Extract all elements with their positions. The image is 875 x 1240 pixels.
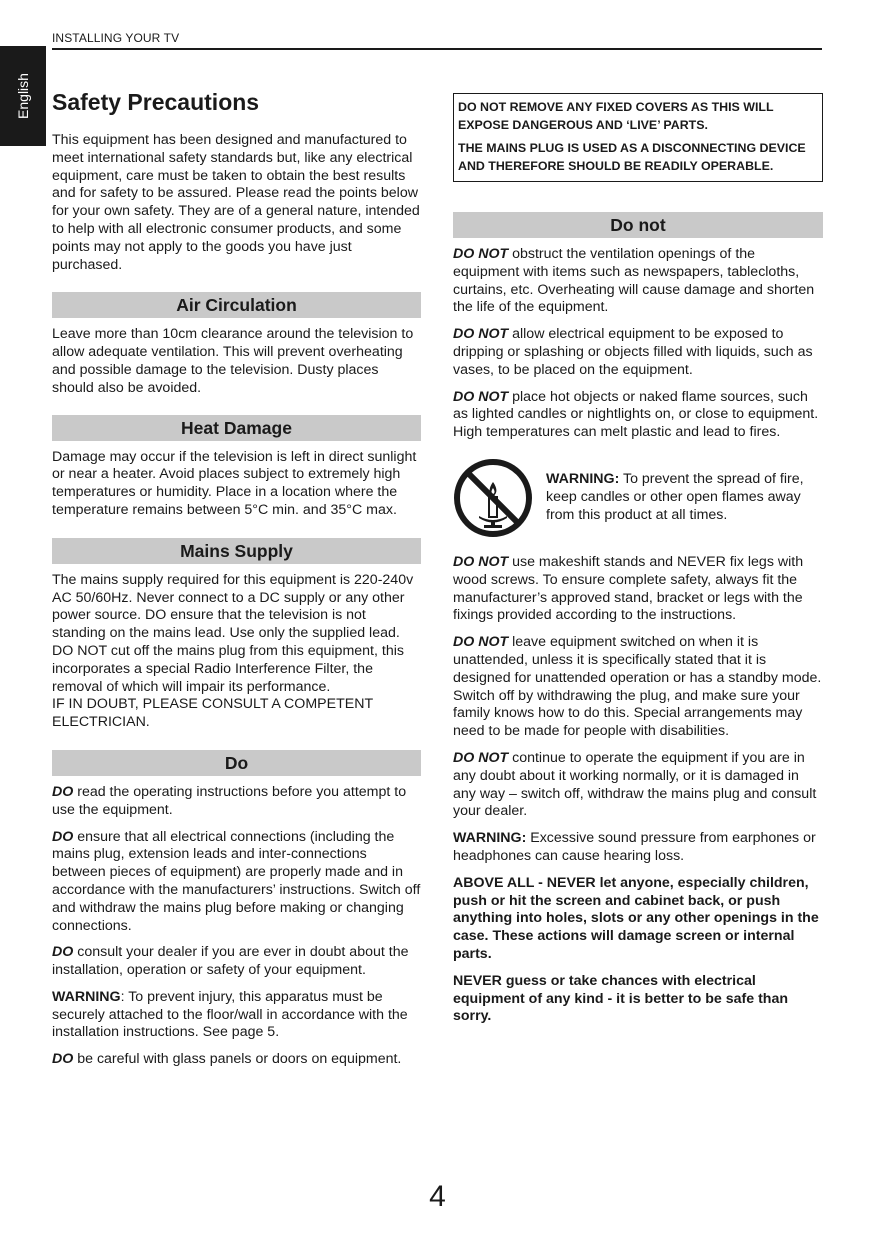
do-item-1-text: read the operating instructions before you attempt to use the equipment. <box>52 783 407 818</box>
do-not-item-3-text: place hot objects or naked flame sources, such as lighted candles or nightlights on, or close to equipment. High temperatures can melt plastic and lead to fires. <box>453 388 819 441</box>
air-circulation-heading: Air Circulation <box>52 292 421 318</box>
do-item-1 <box>52 784 421 820</box>
do-not-item-3 <box>453 389 823 442</box>
do-not-item-2-text: allow electrical equipment to be exposed to dripping or splashing or objects filled with liquids, such as vases, to be placed on the equipment. <box>453 326 813 378</box>
do-keyword: DO <box>52 1051 74 1068</box>
do-not-item-4-text: use makeshift stands and NEVER fix legs with wood screws. To ensure complete safety, always fit the manufacturer’s approved stand, bracket or legs with the fixings provided according to the instructions. <box>453 553 804 624</box>
do-item-3 <box>52 944 421 980</box>
no-open-flame-icon <box>453 458 533 538</box>
do-not-item-5 <box>453 634 823 741</box>
left-column <box>52 88 421 1069</box>
do-item-2-text: ensure that all electrical connections (including the mains plug, extension leads and inter-connections between pieces of equipment) are properly made and in accordance with the manufacturers’ instructions. Switch off and withdraw the mains plug before making or changing connections. <box>52 828 421 934</box>
mains-supply-heading: Mains Supply <box>52 538 421 564</box>
do-keyword: DO <box>52 944 74 961</box>
fixed-covers-warning-box <box>453 93 823 182</box>
intro-paragraph: This equipment has been designed and manufactured to meet international safety standards but, like any electrical equipment, care must be taken to obtain the best results and for safety to be assured. Please read the points below for your own safety. They are of a general nature, intended to help with all electronic consumer products, and some points may not apply to the goods you have just purchased. <box>52 132 420 273</box>
page-title: Safety Precautions <box>52 89 260 115</box>
sound-warning-text: Excessive sound pressure from earphones or headphones can cause hearing loss. <box>453 830 816 864</box>
mains-supply-text-2: DO NOT cut off the mains plug from this equipment, this incorporates a special Radio Interference Filter, the removal of which will impair its performance. <box>52 642 404 695</box>
warning-label: WARNING <box>52 988 121 1005</box>
page-number: 4 <box>429 1180 446 1213</box>
do-keyword: DO <box>52 828 74 845</box>
mains-supply-text-1: The mains supply required for this equipment is 220-240v AC 50/60Hz. Never connect to a DC supply or any other power source. DO ensure that the television is not standing on the mains lead. Use only the supplied lead. <box>52 571 414 642</box>
do-warning <box>52 989 421 1042</box>
do-not-keyword: DO NOT <box>453 634 509 651</box>
do-not-item-1 <box>453 246 823 317</box>
candle-warning-label: WARNING: <box>546 471 620 488</box>
heat-damage-heading: Heat Damage <box>52 415 421 441</box>
do-keyword: DO <box>52 783 74 800</box>
heat-damage-text: Damage may occur if the television is left in direct sunlight or near a heater. Avoid places subject to extremely high temperatures or humidity. Place in a location where the temperature remains between 5°C min. and 35°C max. <box>52 448 417 518</box>
never-guess-warning: NEVER guess or take chances with electrical equipment of any kind - it is better to be safe than sorry. <box>453 972 789 1025</box>
candle-warning-body: To prevent the spread of fire, keep candles or other open flames away from this product at all times. <box>546 471 804 523</box>
do-item-4-text: be careful with glass panels or doors on equipment. <box>73 1051 402 1068</box>
language-tab-label: English <box>15 73 31 119</box>
candle-warning-text <box>546 471 823 524</box>
do-not-item-6-text: continue to operate the equipment if you are in any doubt about it working normally, or it is damaged in any way – switch off, withdraw the mains plug and consult your dealer. <box>453 749 817 820</box>
do-not-item-2 <box>453 326 823 379</box>
language-tab <box>0 46 46 146</box>
do-not-item-6 <box>453 750 823 821</box>
mains-supply-text-3: IF IN DOUBT, PLEASE CONSULT A COMPETENT ELECTRICIAN. <box>52 696 373 731</box>
do-not-keyword: DO NOT <box>453 388 509 405</box>
section-header: INSTALLING YOUR TV <box>52 31 180 45</box>
do-item-3-text: consult your dealer if you are ever in doubt about the installation, operation or safety of your equipment. <box>52 944 409 979</box>
sound-warning-label: WARNING: <box>453 830 527 847</box>
do-not-keyword: DO NOT <box>453 326 509 343</box>
do-heading: Do <box>52 750 421 776</box>
do-not-heading: Do not <box>453 212 823 238</box>
do-item-4 <box>52 1051 421 1069</box>
header-rule <box>52 48 822 50</box>
candle-warning <box>453 458 823 538</box>
right-column <box>453 93 823 1026</box>
fixed-covers-warning: DO NOT REMOVE ANY FIXED COVERS AS THIS WILL EXPOSE DANGEROUS AND ‘LIVE’ PARTS. <box>458 100 774 132</box>
do-not-item-4 <box>453 554 823 625</box>
do-not-keyword: DO NOT <box>453 246 509 262</box>
air-circulation-text: Leave more than 10cm clearance around the television to allow adequate ventilation. This will prevent overheating and possible damage to the television. Dusty places should also be avoided. <box>52 326 414 396</box>
sound-warning <box>453 830 823 866</box>
do-not-item-5-text: leave equipment switched on when it is unattended, unless it is specifically stated that it is designed for unattended operation or has a standby mode. Switch off by withdrawing the plug, and make sure your family knows how to do this. Special arrangements may need to be made for people with disabilities. <box>453 634 822 740</box>
do-item-2 <box>52 829 421 936</box>
do-not-item-1-text: obstruct the ventilation openings of the equipment with items such as newspapers, tablecloths, curtains, etc. Overheating will cause damage and shorten the life of the equipment. <box>453 246 815 316</box>
mains-plug-warning: THE MAINS PLUG IS USED AS A DISCONNECTING DEVICE AND THEREFORE SHOULD BE READILY OPERABLE. <box>458 141 806 173</box>
above-all-warning: ABOVE ALL - NEVER let anyone, especially children, push or hit the screen and cabinet back, or push anything into holes, slots or any other openings in the case. These actions will damage screen or internal parts. <box>453 874 819 962</box>
do-not-keyword: DO NOT <box>453 553 509 570</box>
do-warning-text: : To prevent injury, this apparatus must be securely attached to the floor/wall in accordance with the installation instructions. See page 5. <box>52 988 408 1041</box>
do-not-keyword: DO NOT <box>453 749 509 766</box>
